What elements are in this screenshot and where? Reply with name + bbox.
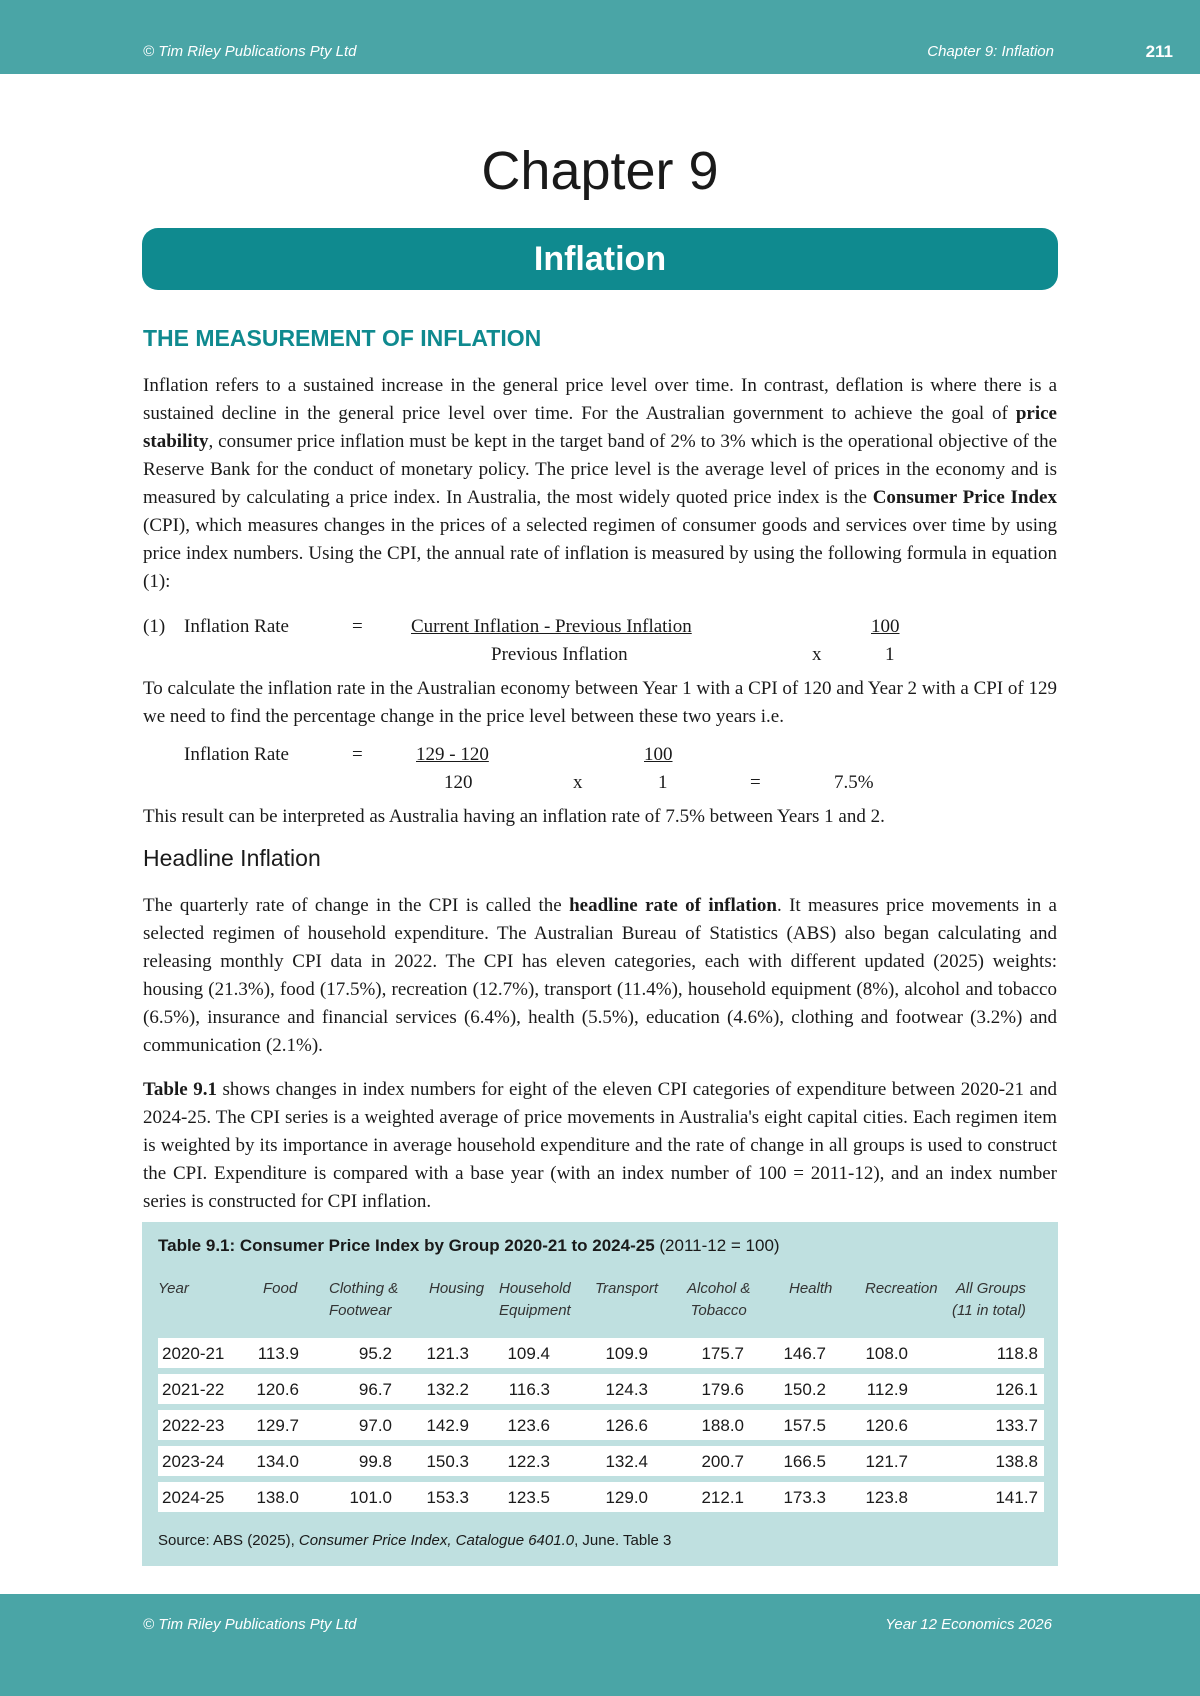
table-row	[158, 1374, 1044, 1404]
column-header: Recreation	[865, 1280, 938, 1297]
table-cell-value: 101.0	[349, 1488, 392, 1507]
table-caption	[158, 1236, 780, 1256]
bold-term: Consumer Price Index	[872, 487, 1057, 508]
table-cell-value: 126.6	[605, 1416, 648, 1435]
paragraph-interpretation: This result can be interpreted as Australia having an inflation rate of 7.5% between Years 1 and 2.	[143, 806, 885, 827]
paragraph-table-intro	[143, 1076, 1057, 1216]
table-cell-value: 129.7	[256, 1416, 299, 1435]
page-header	[0, 0, 1200, 74]
column-header: Food	[263, 1280, 298, 1297]
table-row	[158, 1446, 1044, 1476]
table-cell-value: 138.8	[995, 1452, 1038, 1471]
bold-term: headline rate of inflation	[569, 895, 777, 916]
page-footer	[0, 1594, 1200, 1696]
table-cell-value: 179.6	[701, 1380, 744, 1399]
table-cell-value: 141.7	[995, 1488, 1038, 1507]
table-row	[158, 1482, 1044, 1512]
paragraph-text: (CPI), which measures changes in the prices of a selected regimen of consumer goods and services over time by using price index numbers. Using the CPI, the annual rate of inflation is measured by using the following formula in equation (1):	[143, 515, 1057, 592]
bold-term: Table 9.1	[143, 1079, 217, 1100]
formula-times: x	[812, 644, 822, 665]
table-cell-value: 150.3	[426, 1452, 469, 1471]
table-cell-value: 120.6	[865, 1416, 908, 1435]
table-caption-base: (2011-12 = 100)	[654, 1236, 780, 1255]
table-cell-value: 121.7	[865, 1452, 908, 1471]
formula-times: x	[573, 772, 583, 793]
table-cell-value: 122.3	[507, 1452, 550, 1471]
paragraph-text: Inflation refers to a sustained increase in the general price level over time. In contrast, deflation is where there is a sustained decline in the general price level over time. For the Australian government to achieve the goal of	[143, 375, 1057, 424]
table-cell-value: 97.0	[358, 1416, 392, 1435]
table-cell-value: 173.3	[783, 1488, 826, 1507]
table-cell-value: 95.2	[358, 1344, 392, 1363]
paragraph-text: , consumer price inflation must be kept in the target band of 2% to 3% which is the operational objective of the Reserve Bank for the conduct of monetary policy. The price level is the average level of prices in the economy and is measured by calculating a price index. In Australia, the most widely quoted price index is the	[143, 431, 1057, 508]
subheading: Headline Inflation	[143, 845, 321, 871]
table-cell-year: 2024-25	[162, 1488, 225, 1507]
table-cell-value: 112.9	[866, 1380, 908, 1399]
column-header: Transport	[595, 1280, 659, 1297]
table-cell-value: 188.0	[701, 1416, 744, 1435]
table-cell-value: 142.9	[426, 1416, 469, 1435]
formula-numerator: Current Inflation - Previous Inflation	[411, 616, 692, 637]
table-cell-value: 200.7	[701, 1452, 744, 1471]
formula-number: (1)	[143, 616, 166, 637]
banner-title: Inflation	[533, 239, 667, 278]
column-header: Health	[789, 1280, 833, 1297]
table-cell-value: 132.4	[605, 1452, 648, 1471]
table-cell-year: 2023-24	[162, 1452, 225, 1471]
table-cell-value: 108.0	[865, 1344, 908, 1363]
header-chapter-label: Chapter 9: Inflation	[927, 43, 1054, 60]
footer-copyright: © Tim Riley Publications Pty Ltd	[143, 1616, 357, 1633]
table-cell-value: 118.8	[996, 1344, 1038, 1363]
column-header: Alcohol & Tobacco	[687, 1280, 751, 1319]
column-header: Clothing & Footwear	[329, 1280, 399, 1319]
table-row	[158, 1410, 1044, 1440]
table-cell-value: 129.0	[605, 1488, 648, 1507]
table-cell-value: 123.6	[507, 1416, 550, 1435]
formula-denominator: Previous Inflation	[491, 644, 628, 665]
table-cell-value: 132.2	[426, 1380, 469, 1399]
footer-book-title: Year 12 Economics 2026	[885, 1616, 1052, 1633]
table-cell-value: 134.0	[256, 1452, 299, 1471]
page-number: 211	[1145, 42, 1173, 61]
table-cell-value: 96.7	[358, 1380, 392, 1399]
formula-multiplier-bottom: 1	[658, 772, 668, 793]
table-cell-value: 150.2	[783, 1380, 826, 1399]
table-cell-value: 157.5	[783, 1416, 826, 1435]
table-cell-year: 2020-21	[162, 1344, 225, 1363]
table-cell-value: 123.8	[865, 1488, 908, 1507]
table-cell-value: 126.1	[995, 1380, 1038, 1399]
formula-multiplier-top: 100	[644, 744, 673, 765]
table-cell-value: 109.4	[507, 1344, 550, 1363]
paragraph-headline-inflation	[143, 892, 1057, 1060]
formula-equals: =	[352, 616, 363, 637]
table-cell-value: 138.0	[256, 1488, 299, 1507]
table-cell-value: 121.3	[426, 1344, 469, 1363]
table-cell-value: 166.5	[783, 1452, 826, 1471]
paragraph-text: . It measures price movements in a selected regimen of household expenditure. The Australian Bureau of Statistics (ABS) also began calculating and releasing monthly CPI data in 2022. The CPI has eleven categories, each with different updated (2025) weights: housing (21.3%), food (17.5%), recreation (12.7%), transport (11.4%), household equipment (8%), alcohol and tobacco (6.5%), insurance and financial services (6.4%), health (5.5%), education (4.6%), clothing and footwear (3.2%) and communication (2.1%).	[143, 895, 1057, 1056]
formula-result: 7.5%	[834, 772, 874, 793]
table-cell-year: 2022-23	[162, 1416, 225, 1435]
formula-label: Inflation Rate	[184, 616, 289, 637]
formula-numerator: 129 - 120	[416, 744, 489, 765]
column-header: Year	[158, 1280, 189, 1297]
table-cell-value: 113.9	[257, 1344, 299, 1363]
table-cell-value: 153.3	[426, 1488, 469, 1507]
header-copyright: © Tim Riley Publications Pty Ltd	[143, 43, 357, 60]
table-cell-value: 175.7	[701, 1344, 744, 1363]
cpi-table	[142, 1222, 1058, 1566]
table-row	[158, 1338, 1044, 1368]
chapter-banner	[142, 228, 1058, 290]
formula-multiplier-top: 100	[871, 616, 900, 637]
table-caption-title: Table 9.1: Consumer Price Index by Group 2020-21 to 2024-25	[158, 1236, 655, 1255]
table-cell-value: 124.3	[605, 1380, 648, 1399]
table-cell-value: 133.7	[995, 1416, 1038, 1435]
table-cell-value: 212.1	[701, 1488, 744, 1507]
table-cell-value: 146.7	[783, 1344, 826, 1363]
section-heading: THE MEASUREMENT OF INFLATION	[143, 325, 542, 351]
column-header: Housing	[429, 1280, 485, 1297]
table-cell-value: 123.5	[507, 1488, 550, 1507]
paragraph-text: The quarterly rate of change in the CPI is called the	[143, 895, 570, 916]
formula-multiplier-bottom: 1	[885, 644, 895, 665]
formula-denominator: 120	[444, 772, 473, 793]
bold-term: price stability	[143, 403, 1057, 452]
table-cell-value: 120.6	[256, 1380, 299, 1399]
formula-label: Inflation Rate	[184, 744, 289, 765]
column-header: All Groups (11 in total)	[952, 1280, 1026, 1319]
table-cell-value: 109.9	[605, 1344, 648, 1363]
paragraph-example: To calculate the inflation rate in the Australian economy between Year 1 with a CPI of 120 and Year 2 with a CPI of 129 we need to find the percentage change in the price level between these two years i.e.	[143, 678, 1057, 727]
column-header: Household Equipment	[499, 1280, 571, 1319]
paragraph-definition	[143, 372, 1057, 596]
chapter-title: Chapter 9	[481, 141, 719, 201]
formula-equals: =	[352, 744, 363, 765]
table-cell-value: 116.3	[508, 1380, 550, 1399]
paragraph-text: shows changes in index numbers for eight of the eleven CPI categories of expenditure between 2020-21 and 2024-25. The CPI series is a weighted average of price movements in Australia's eight capital cities. Each regimen item is weighted by its importance in average household expenditure and the rate of change in all groups is used to construct the CPI. Expenditure is compared with a base year (with an index number of 100 = 2011-12), and an index number series is constructed for CPI inflation.	[143, 1079, 1057, 1212]
table-source: Source: ABS (2025), Consumer Price Index, Catalogue 6401.0, June. Table 3	[158, 1532, 672, 1549]
table-cell-value: 99.8	[358, 1452, 392, 1471]
table-cell-year: 2021-22	[162, 1380, 225, 1399]
formula-equals-result: =	[750, 772, 761, 793]
